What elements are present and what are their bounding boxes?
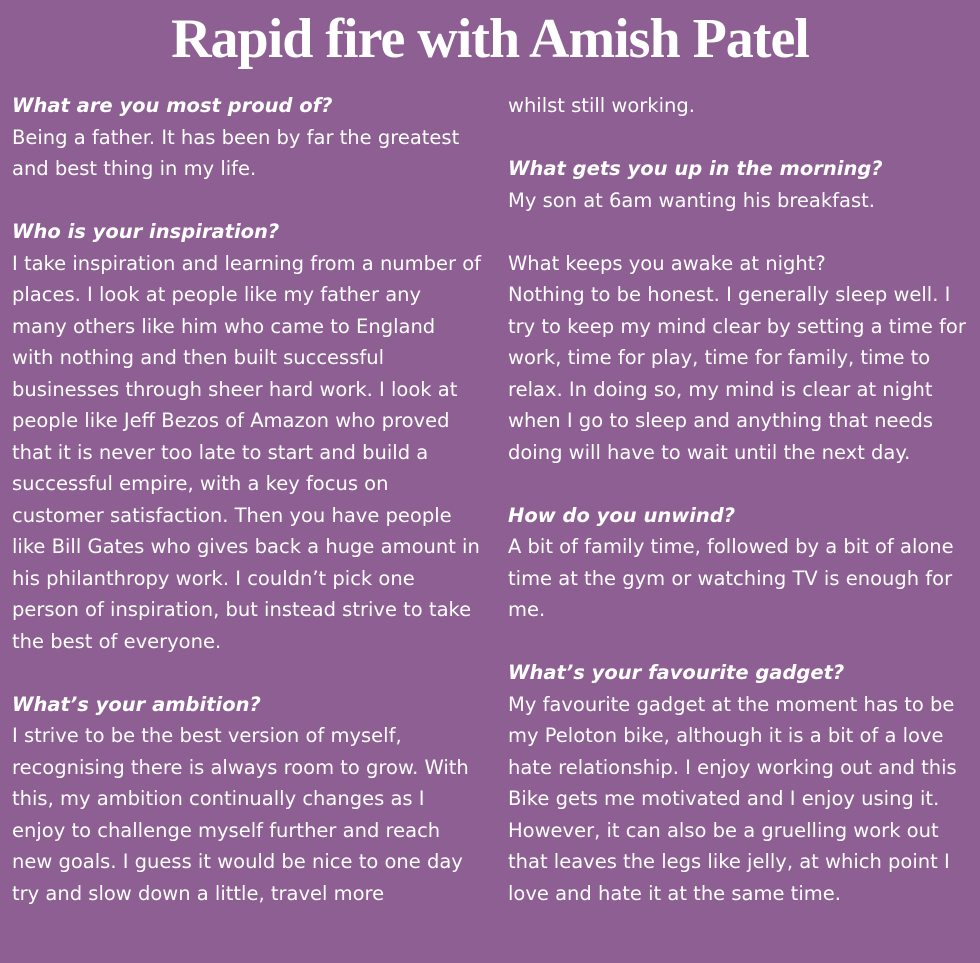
spacer bbox=[12, 185, 482, 217]
right-column bbox=[508, 90, 976, 909]
article-title: Rapid fire with Amish Patel bbox=[171, 8, 809, 70]
spacer bbox=[508, 122, 976, 154]
answer-morning: My son at 6am wanting his breakfast. bbox=[508, 188, 875, 212]
answer-unwind: A bit of family time, followed by a bit of alone time at the gym or watching TV is enough for me. bbox=[508, 535, 954, 621]
spacer bbox=[508, 468, 976, 500]
spacer bbox=[508, 626, 976, 658]
question-unwind: How do you unwind? bbox=[508, 503, 736, 527]
question-inspiration: Who is your inspiration? bbox=[12, 220, 280, 243]
answer-inspiration: I take inspiration and learning from a number of places. I look at people like my father any many others like him who came to England with nothing and then built successful businesses through sheer hard work. I look at people like Jeff Bezos of Amazon who proved that it is never too late to start and build a successful empire, with a key focus on customer satisfaction. Then you have people like Bill Gates who gives back a huge amount in his philanthropy work. I couldn’t pick one person of inspiration, but instead strive to take the best of everyone. bbox=[12, 251, 482, 653]
answer-ambition-continued: whilst still working. bbox=[508, 94, 695, 117]
answer-awake: Nothing to be honest. I generally sleep well. I try to keep my mind clear by setting a time for work, time for play, time for family, time to relax. In doing so, my mind is clear at night when I go to sleep and anything that needs doing will have to wait until the next day. bbox=[508, 283, 966, 464]
question-awake: What keeps you awake at night? bbox=[508, 251, 826, 275]
answer-gadget: My favourite gadget at the moment has to be my Peloton bike, although it is a bit of a love hate relationship. I enjoy working out and this Bike gets me motivated and I enjoy using it. However, it can also be a gruelling work out that leaves the legs like jelly, at which point I love and hate it at the same time. bbox=[508, 692, 957, 905]
left-column bbox=[12, 90, 482, 909]
question-ambition: What’s your ambition? bbox=[12, 692, 261, 716]
spacer bbox=[12, 657, 482, 689]
answer-proud: Being a father. It has been by far the greatest and best thing in my life. bbox=[12, 125, 460, 180]
question-proud: What are you most proud of? bbox=[12, 94, 333, 117]
question-morning: What gets you up in the morning? bbox=[508, 157, 883, 180]
spacer bbox=[508, 216, 976, 248]
question-gadget: What’s your favourite gadget? bbox=[508, 661, 845, 684]
answer-ambition: I strive to be the best version of myself, recognising there is always room to grow. With this, my ambition continually changes as I enjoy to challenge myself further and reach new goals. I guess it would be nice to one day try and slow down a little, travel more bbox=[12, 724, 469, 905]
